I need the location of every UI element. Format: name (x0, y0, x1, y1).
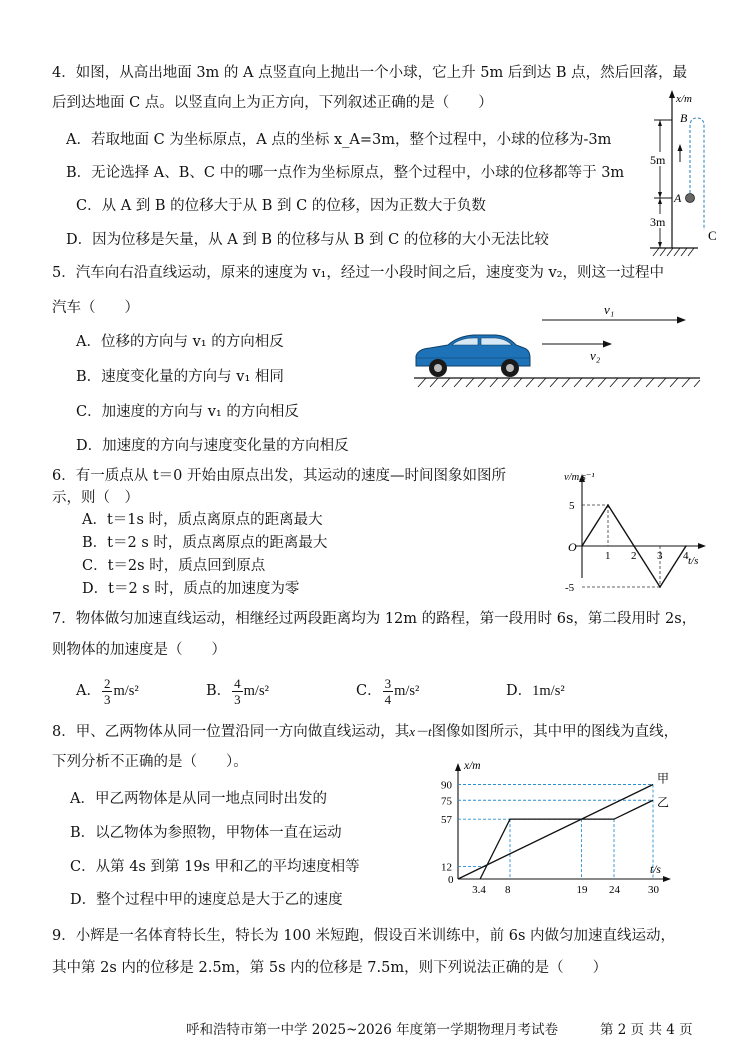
q5-option-b: B．速度变化量的方向与 v₁ 相同 (76, 369, 284, 385)
footer-page-number: 第 2 页 共 4 页 (600, 1022, 693, 1038)
q8-y-arrow (455, 763, 461, 771)
q8-xtick-24: 24 (609, 884, 620, 896)
q7-option-c-fraction (383, 676, 394, 707)
q6-vt-chart (538, 466, 713, 594)
q4-up-label: 5m (650, 153, 666, 167)
q7-option-b-label: B． (206, 683, 232, 699)
q6-data-point (581, 545, 583, 547)
q6-xtick-2: 2 (631, 550, 637, 562)
q7-option-c-label: C． (356, 683, 382, 699)
q4-point-b: B (680, 111, 688, 125)
q8-stem-part2: 图像如图所示，其中甲的图线为直线， (431, 724, 679, 740)
q5-option-c: C．加速度的方向与 v₁ 的方向相反 (76, 404, 299, 420)
q7-option-b-numerator: 4 (234, 675, 241, 691)
q8-series-label-0: 甲 (657, 771, 670, 786)
q7-option-b (206, 673, 269, 709)
q8-xtick-3.4: 3.4 (472, 884, 486, 896)
q8-xtick-8: 8 (505, 884, 511, 896)
q7-option-c-unit: m/s² (394, 683, 420, 699)
q4-option-d: D．因为位移是矢量，从 A 到 B 的位移与从 B 到 C 的位移的大小无法比较 (66, 232, 549, 248)
q7-option-c (356, 673, 419, 709)
q7-option-a-denominator: 3 (103, 691, 111, 707)
q8-ytick-75: 75 (441, 795, 452, 808)
q8-x-axis-label: t/s (650, 864, 661, 876)
q6-stem-line2: 示，则（ ） (52, 490, 139, 506)
q7-option-a-numerator: 2 (103, 675, 111, 691)
q5-figure (412, 296, 702, 391)
q4-figure (650, 90, 730, 265)
q8-option-a: A．甲乙两物体是从同一地点同时出发的 (70, 791, 327, 807)
q7-option-b-denominator: 3 (234, 691, 241, 707)
q8-series-line-1 (480, 800, 653, 879)
q7-option-a-fraction (102, 676, 113, 707)
q6-x-axis-label: t/s (688, 555, 699, 567)
q6-xtick-3: 3 (657, 550, 663, 562)
q8-xt-symbol: x－t (409, 724, 432, 739)
q4-point-c: C (708, 228, 717, 243)
q7-option-c-numerator: 3 (384, 675, 392, 691)
q4-option-b: B．无论选择 A、B、C 中的哪一点作为坐标原点，整个过程中，小球的位移都等于 3m (66, 165, 625, 181)
q7-option-d (506, 673, 565, 709)
q8-xtick-19: 19 (576, 884, 588, 896)
car-icon (416, 335, 530, 377)
q8-option-c: C．从第 4s 到第 19s 甲和乙的平均速度相等 (70, 859, 360, 875)
q6-data-point (607, 504, 609, 506)
q5-stem-line2: 汽车（ ） (52, 300, 139, 316)
q7-option-d-label: D． (506, 683, 533, 699)
q8-stem-line2: 下列分析不正确的是（ ）。 (52, 754, 248, 770)
q7-stem-line2: 则物体的加速度是（ ） (52, 642, 226, 658)
q8-option-d: D．整个过程中甲的速度总是大于乙的速度 (70, 892, 343, 908)
q7-option-a (76, 673, 139, 709)
q8-ytick-12: 12 (441, 861, 452, 874)
q8-stem-part1: 8．甲、乙两物体从同一位置沿同一方向做直线运动，其 (52, 724, 410, 740)
q5-stem-line1: 5．汽车向右沿直线运动，原来的速度为 v₁，经过一小段时间之后，速度变为 v₂，则这一过程中 (52, 265, 664, 281)
q8-x-arrow (663, 876, 671, 882)
q7-option-a-label: A． (76, 683, 101, 699)
q7-option-b-fraction (232, 676, 243, 707)
q7-option-d-value: 1m/s² (532, 683, 565, 699)
q6-x-arrow (698, 543, 706, 549)
q4-option-a: A．若取地面 C 为坐标原点，A 点的坐标 x_A=3m，整个过程中，小球的位移为-3m (66, 132, 612, 148)
q6-option-d: D．t＝2 s 时，质点的加速度为零 (82, 581, 300, 597)
q8-xtick-30: 30 (648, 884, 659, 896)
q6-ytick-5: 5 (569, 500, 575, 512)
q4-axis-label: x/m (676, 93, 692, 105)
q9-stem-line1: 9．小辉是一名体育特长生，特长为 100 米短跑，假设百米训练中，前 6s 内做匀加速直线运动， (52, 928, 676, 944)
q6-option-b: B．t＝2 s 时，质点离原点的距离最大 (82, 535, 328, 551)
q6-data-point (659, 586, 661, 588)
q4-point-a: A (674, 191, 682, 205)
q7-stem-line1: 7．物体做匀加速直线运动，相继经过两段距离均为 12m 的路程，第一段用时 6s，第二段用时 2s， (52, 611, 697, 627)
q7-option-b-unit: m/s² (243, 683, 269, 699)
q5-v2-label: v₂ (590, 348, 601, 363)
q4-down-label: 3m (650, 215, 666, 229)
q7-option-a-unit: m/s² (113, 683, 139, 699)
q6-y-axis-label: v/m.s⁻¹ (564, 472, 595, 483)
q6-data-point (633, 545, 635, 547)
q5-option-a: A．位移的方向与 v₁ 的方向相反 (76, 334, 284, 350)
q8-origin-label: 0 (448, 874, 454, 886)
q6-xtick-4: 4 (683, 550, 689, 562)
q6-origin-label: O (568, 540, 577, 554)
q9-stem-line2: 其中第 2s 内的位移是 2.5m，第 5s 内的位移是 7.5m，则下列说法正确的是（ ） (52, 960, 608, 976)
footer-school: 呼和浩特市第一中学 2025~2026 年度第一学期物理月考试卷 (186, 1022, 559, 1038)
q8-y-axis-label: x/m (464, 760, 481, 772)
q8-series-label-1: 乙 (657, 795, 670, 810)
q8-option-b: B．以乙物体为参照物，甲物体一直在运动 (70, 825, 342, 841)
q5-option-d: D．加速度的方向与速度变化量的方向相反 (76, 438, 349, 454)
q4-option-c: C．从 A 到 B 的位移大于从 B 到 C 的位移，因为正数大于负数 (76, 198, 486, 214)
q6-xtick-1: 1 (605, 550, 611, 562)
q6-option-c: C．t＝2s 时，质点回到原点 (82, 558, 266, 574)
q5-v1-label: v₁ (604, 302, 615, 317)
q6-ytick-neg5: -5 (565, 582, 575, 594)
q6-option-a: A．t＝1s 时，质点离原点的距离最大 (82, 512, 323, 528)
q6-data-point (685, 545, 687, 547)
q4-stem-line1: 4．如图，从高出地面 3m 的 A 点竖直向上抛出一个小球，它上升 5m 后到达 B 点，然后回落，最 (52, 65, 688, 81)
q4-stem-line2: 后到达地面 C 点。以竖直向上为正方向，下列叙述正确的是（ ） (52, 95, 493, 111)
q7-option-c-denominator: 4 (384, 691, 392, 707)
q8-stem-line1 (52, 722, 678, 742)
q8-ytick-90: 90 (441, 779, 452, 792)
q6-stem-line1: 6．有一质点从 t＝0 开始由原点出发，其运动的速度—时间图象如图所 (52, 468, 506, 484)
q8-xt-chart (428, 757, 678, 902)
q8-ytick-57: 57 (441, 814, 452, 827)
